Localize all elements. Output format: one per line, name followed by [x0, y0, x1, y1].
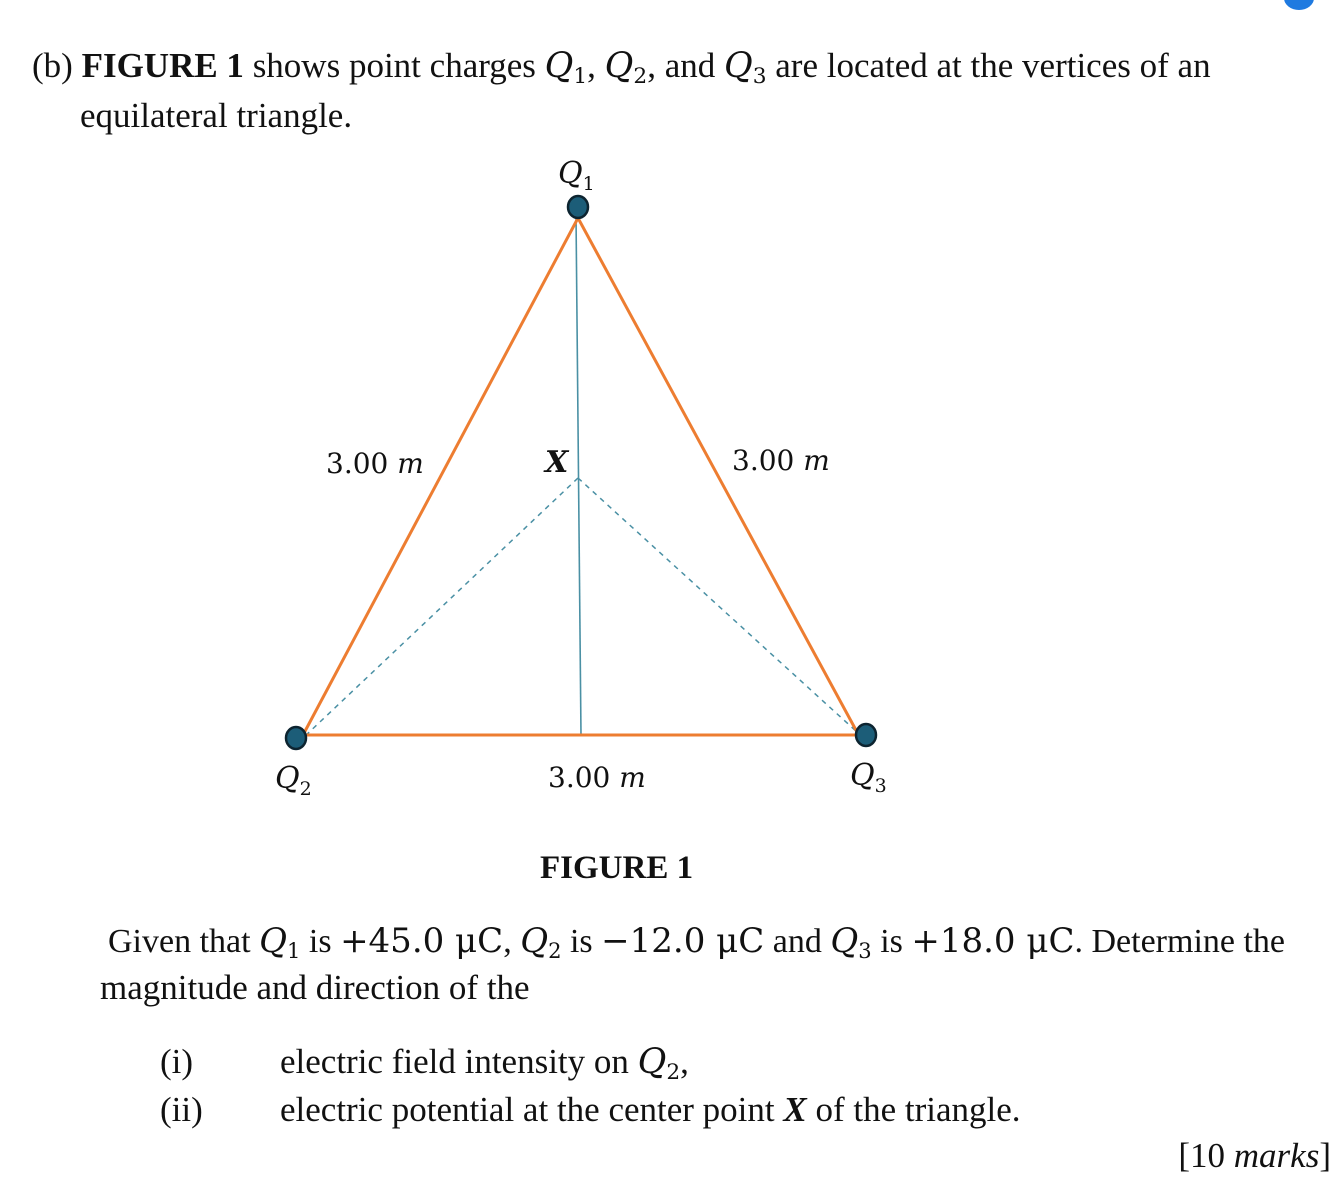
- part-ii-number: (ii): [160, 1090, 203, 1129]
- charge-q2-symbol: $Q_2$: [604, 46, 648, 90]
- charge-q1-value: +45.0 μC: [340, 921, 504, 961]
- figure-reference: FIGURE 1: [81, 46, 244, 85]
- figure-caption: FIGURE 1: [540, 850, 694, 886]
- question-intro-line1: (b) FIGURE 1 shows point charges $Q_1$, $Q_2$, and $Q_3$ are located at the vertices of an: [32, 46, 1211, 90]
- charge-q1-ref: $Q_1$: [259, 921, 301, 963]
- dashed-line-x-to-q3: [578, 478, 857, 732]
- marks-allocation: [10 marks]: [1178, 1136, 1331, 1175]
- charge-q2-ref: $Q_2$: [520, 921, 562, 963]
- question-intro-line2: equilateral triangle.: [80, 96, 353, 135]
- charge-q2-target: $Q_2$: [637, 1042, 681, 1086]
- question-label: (b): [32, 46, 73, 85]
- given-values-line2: magnitude and direction of the: [100, 968, 530, 1007]
- vertex-label-q3: $Q_3$: [850, 758, 887, 797]
- part-ii-text: electric potential at the center point X of the triangle.: [280, 1090, 1021, 1129]
- part-i-number: (i): [160, 1042, 194, 1081]
- vertex-label-q1: $Q_1$: [558, 156, 595, 195]
- altitude-line: [576, 215, 581, 736]
- charge-q3-point: [856, 724, 876, 746]
- side-length-right: 3.00 m: [732, 444, 830, 477]
- center-point-label: X: [545, 445, 569, 480]
- charge-q1-point: [568, 196, 588, 218]
- charge-q2-point: [286, 727, 306, 749]
- side-length-bottom: 3.00 m: [548, 761, 646, 794]
- charge-q1-symbol: $Q_1$: [544, 46, 588, 90]
- part-i-text: electric field intensity on $Q_2$,: [280, 1042, 689, 1086]
- charge-q3-ref: $Q_3$: [830, 921, 872, 963]
- charge-q2-value: −12.0 μC: [601, 921, 765, 961]
- charge-q3-value: +18.0 μC: [911, 921, 1075, 961]
- side-length-left: 3.00 m: [326, 447, 424, 480]
- dashed-line-x-to-q2: [303, 478, 578, 738]
- given-values-line1: Given that $Q_1$ is +45.0 μC, $Q_2$ is −12.0 μC and $Q_3$ is +18.0 μC. Determine the: [108, 921, 1286, 963]
- center-point-ref: X: [783, 1090, 807, 1129]
- vertex-label-q2: $Q_2$: [275, 761, 312, 800]
- charge-q3-symbol: $Q_3$: [723, 46, 767, 90]
